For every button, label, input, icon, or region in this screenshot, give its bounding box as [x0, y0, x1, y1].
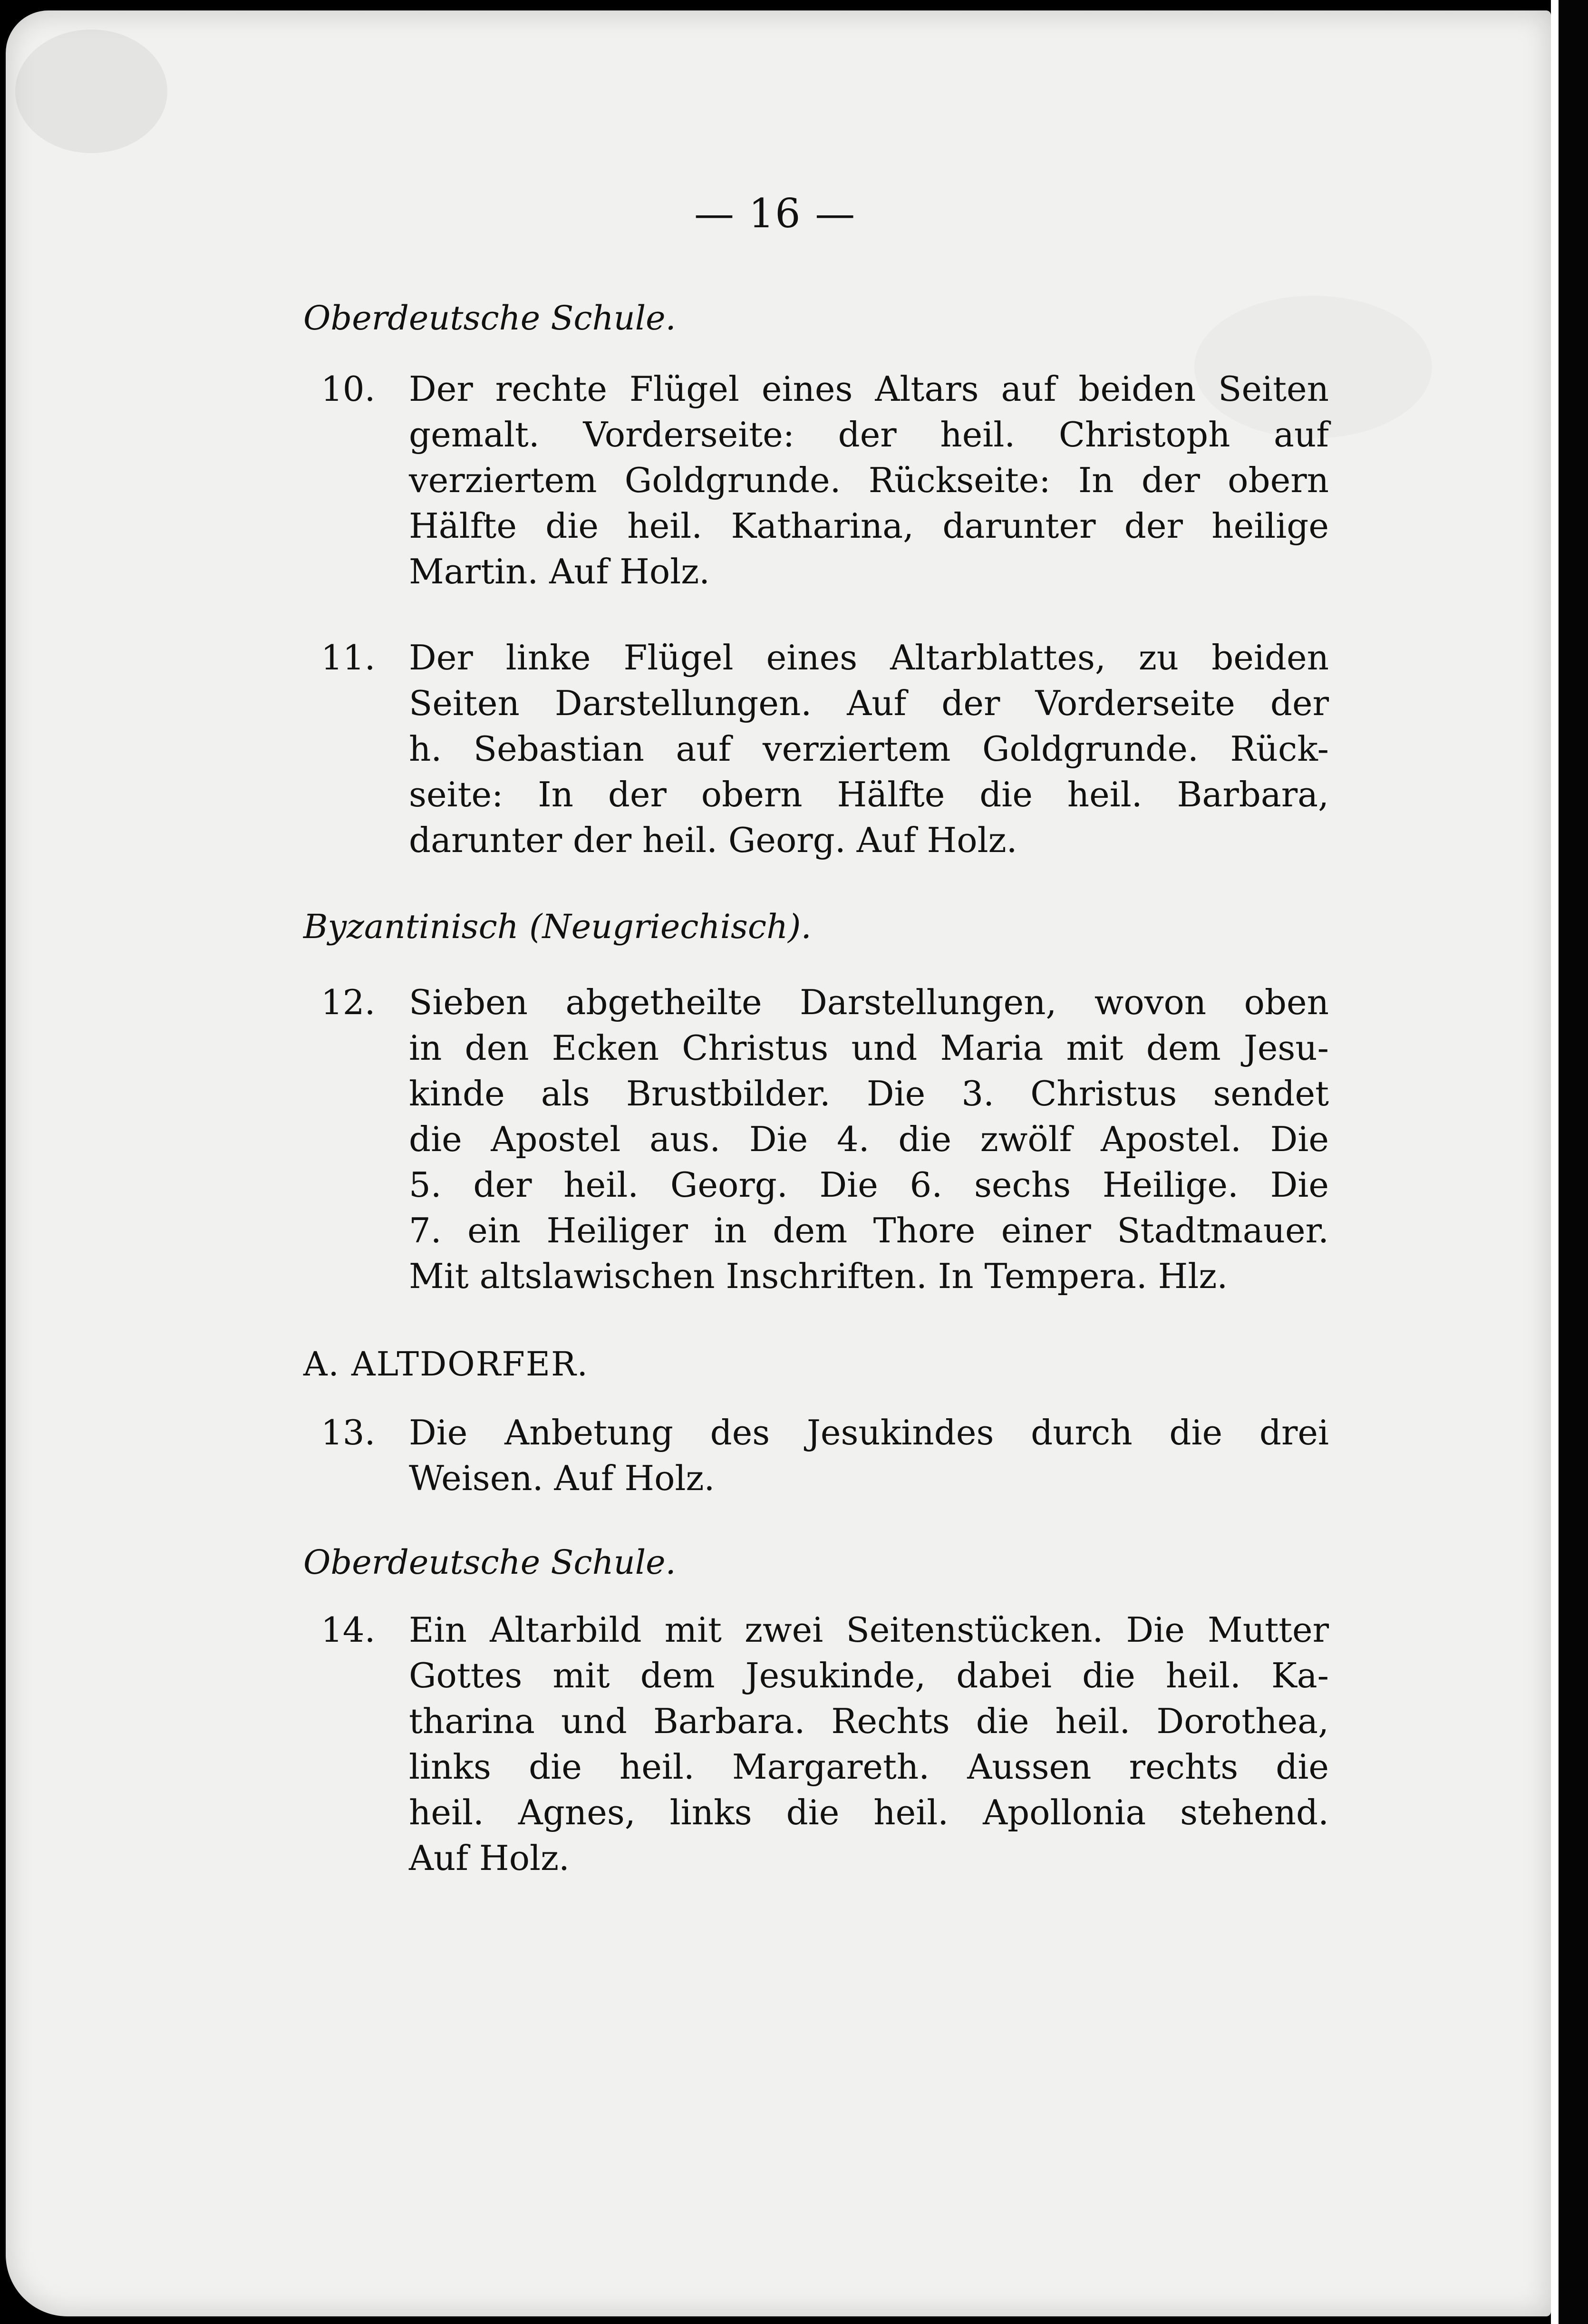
entry-line: Der rechte Flügel eines Altars auf beiden Seiten — [409, 369, 1329, 409]
entry-number: 10. — [321, 369, 376, 409]
catalog-entry — [321, 635, 1329, 863]
entry-number: 14. — [321, 1610, 376, 1650]
entry-line: gemalt. Vorderseite: der heil. Christoph auf — [409, 415, 1329, 455]
entry-line: seite: In der obern Hälfte die heil. Barbara, — [409, 775, 1329, 814]
entry-line: verziertem Goldgrunde. Rückseite: In der obern — [409, 460, 1329, 500]
entry-line: tharina und Barbara. Rechts die heil. Dorothea, — [409, 1701, 1329, 1741]
section-heading: Oberdeutsche Schule. — [303, 1543, 676, 1582]
entry-line: Die Anbetung des Jesukindes durch die drei — [409, 1413, 1329, 1452]
catalog-entry — [321, 1607, 1329, 1881]
entry-text — [409, 1607, 1329, 1881]
entry-line: Der linke Flügel eines Altarblattes, zu beiden — [409, 638, 1329, 678]
entry-line: Seiten Darstellungen. Auf der Vorderseite der — [409, 683, 1329, 723]
entry-line: die Apostel aus. Die 4. die zwölf Apostel. Die — [409, 1119, 1329, 1159]
catalog-entry — [321, 1410, 1329, 1501]
entry-line: links die heil. Margareth. Aussen rechts die — [409, 1747, 1329, 1787]
entry-number: 12. — [321, 982, 376, 1022]
entry-number: 13. — [321, 1413, 376, 1452]
entry-line: Hälfte die heil. Katharina, darunter der heilige — [409, 506, 1329, 546]
entry-text — [409, 979, 1329, 1299]
paper-stain — [15, 29, 167, 153]
catalog-entry — [321, 366, 1329, 594]
page-number: — 16 — — [694, 190, 856, 237]
catalog-entry — [321, 979, 1329, 1299]
entry-line: 7. ein Heiliger in dem Thore einer Stadtmauer. — [409, 1210, 1329, 1250]
entry-text — [409, 1410, 1329, 1501]
section-heading: Byzantinisch (Neugriechisch). — [303, 907, 812, 946]
scan-border — [1559, 0, 1588, 2324]
entry-line: Mit altslawischen Inschriften. In Tempera. Hlz. — [409, 1256, 1228, 1296]
entry-line: Sieben abgetheilte Darstellungen, wovon oben — [409, 982, 1329, 1022]
entry-line: h. Sebastian auf verziertem Goldgrunde. Rück- — [409, 729, 1329, 769]
entry-line: kinde als Brustbilder. Die 3. Christus sendet — [409, 1074, 1329, 1114]
entry-line: 5. der heil. Georg. Die 6. sechs Heilige. Die — [409, 1165, 1329, 1205]
entry-line: heil. Agnes, links die heil. Apollonia stehend. — [409, 1792, 1329, 1832]
entry-line: Auf Holz. — [409, 1838, 570, 1878]
section-heading: A. ALTDORFER. — [303, 1345, 589, 1384]
entry-number: 11. — [321, 638, 376, 678]
entry-text — [409, 366, 1329, 594]
entry-line: Martin. Auf Holz. — [409, 552, 710, 591]
page-edge — [1551, 0, 1559, 2324]
entry-line: Ein Altarbild mit zwei Seitenstücken. Die Mutter — [409, 1610, 1329, 1650]
entry-text — [409, 635, 1329, 863]
entry-line: Gottes mit dem Jesukinde, dabei die heil. Ka- — [409, 1656, 1329, 1695]
entry-line: Weisen. Auf Holz. — [409, 1458, 715, 1498]
entry-line: darunter der heil. Georg. Auf Holz. — [409, 820, 1017, 860]
section-heading: Oberdeutsche Schule. — [303, 299, 676, 338]
entry-line: in den Ecken Christus und Maria mit dem Jesu- — [409, 1028, 1329, 1068]
